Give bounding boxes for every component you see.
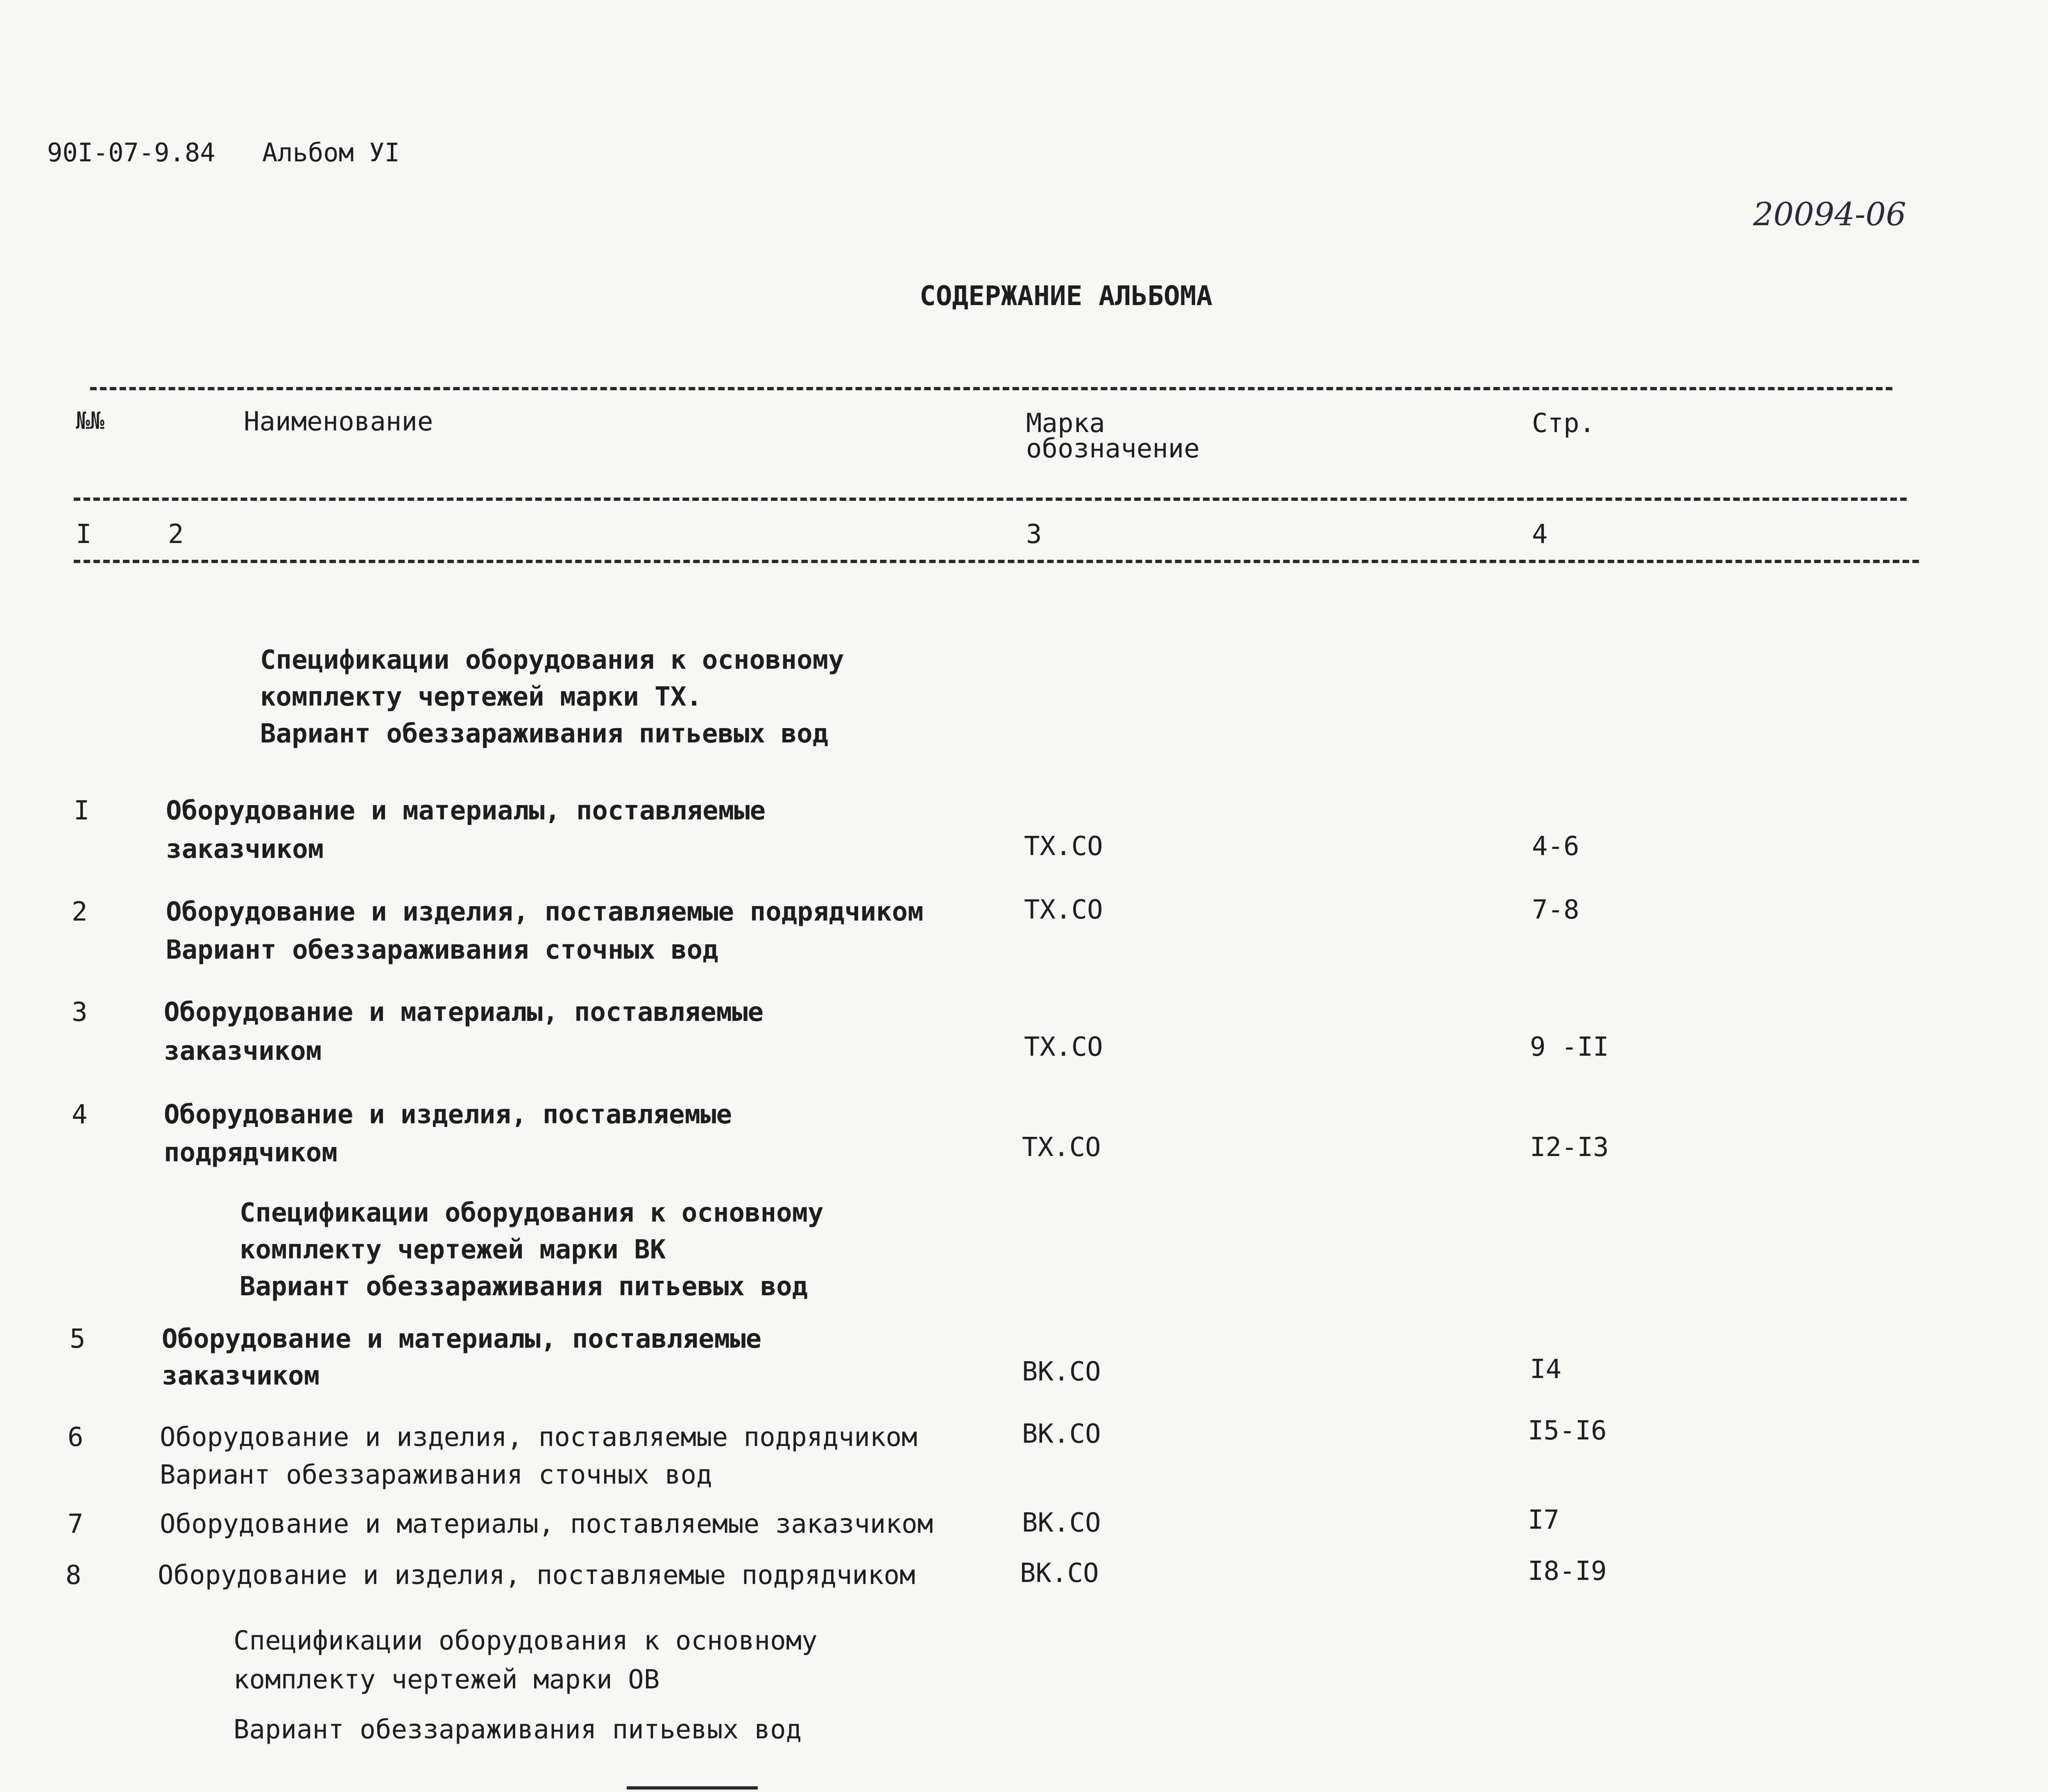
row-name-line2: заказчиком — [162, 1361, 320, 1391]
row-number: 5 — [70, 1324, 86, 1354]
row-name-line2: Вариант обеззараживания сточных вод — [166, 935, 718, 965]
column-header-mark-line1: Марка — [1026, 408, 1105, 439]
row-name-line1: Оборудование и материалы, поставляемые — [162, 1324, 762, 1354]
album-label: Альбом УI — [262, 138, 400, 167]
row-page: I8-I9 — [1528, 1556, 1607, 1586]
column-header-name: Наименование — [244, 407, 433, 437]
section-heading-line: комплекту чертежей марки ТХ. — [260, 682, 702, 712]
row-mark: ВК.СО — [1022, 1508, 1101, 1538]
section-heading-line: Вариант обеззараживания питьевых вод — [233, 1715, 802, 1745]
row-mark: ТХ.СО — [1024, 895, 1103, 925]
page-title: СОДЕРЖАНИЕ АЛЬБОМА — [920, 280, 1213, 312]
row-number: 8 — [66, 1560, 82, 1591]
section-heading-line: Вариант обеззараживания питьевых вод — [260, 719, 829, 749]
row-number: 3 — [72, 997, 88, 1027]
column-header-number: №№ — [76, 407, 104, 434]
section-heading-line: комплекту чертежей марки ВК — [240, 1235, 666, 1265]
row-mark: ТХ.СО — [1024, 1032, 1103, 1062]
row-page: I5-I6 — [1528, 1416, 1607, 1446]
row-name-line1: Оборудование и материалы, поставляемые — [164, 997, 764, 1027]
row-name-line1: Оборудование и изделия, поставляемые — [164, 1100, 732, 1130]
row-page: I2-I3 — [1530, 1132, 1609, 1163]
row-name-line1: Оборудование и изделия, поставляемые подрядчиком — [166, 897, 924, 927]
header-rule-top — [90, 387, 1892, 390]
column-number-3: 3 — [1026, 519, 1042, 550]
row-page: 4-6 — [1532, 831, 1579, 862]
row-name-line1: Оборудование и материалы, поставляемые — [166, 796, 766, 826]
row-page: 9 -II — [1530, 1032, 1609, 1062]
row-page: I4 — [1530, 1354, 1562, 1385]
document-code: 90I-07-9.84 — [47, 138, 215, 167]
row-name-line2: подрядчиком — [164, 1138, 338, 1168]
row-mark: ВК.СО — [1020, 1558, 1099, 1588]
row-name-line1: Оборудование и изделия, поставляемые подрядчиком — [158, 1560, 915, 1591]
row-page: 7-8 — [1532, 895, 1579, 925]
row-mark: ТХ.СО — [1024, 831, 1103, 862]
row-name-line2: заказчиком — [166, 834, 324, 864]
row-mark: ТХ.СО — [1022, 1132, 1101, 1163]
column-number-1: I — [76, 519, 92, 550]
section-heading-line: Спецификации оборудования к основному — [233, 1626, 818, 1656]
row-name-line2: заказчиком — [164, 1036, 322, 1066]
row-number: 7 — [68, 1509, 84, 1539]
column-header-mark-line2: обозначение — [1026, 434, 1200, 464]
column-number-4: 4 — [1532, 519, 1548, 550]
row-number: 2 — [72, 897, 88, 927]
row-name-line1: Оборудование и изделия, поставляемые подрядчиком — [160, 1422, 918, 1453]
row-mark: ВК.СО — [1022, 1357, 1101, 1387]
row-number: 4 — [72, 1100, 88, 1130]
handwritten-inventory-number: 20094-06 — [1753, 196, 1906, 233]
section-heading-line: комплекту чертежей марки ОВ — [233, 1665, 660, 1695]
row-number: I — [74, 796, 90, 826]
header-rule-bottom — [74, 560, 1919, 563]
row-mark: ВК.СО — [1022, 1419, 1101, 1449]
bottom-edge-mark — [627, 1786, 758, 1790]
row-name-line2: Вариант обеззараживания сточных вод — [160, 1460, 712, 1490]
section-heading-line: Вариант обеззараживания питьевых вод — [240, 1272, 808, 1302]
row-number: 6 — [68, 1422, 84, 1453]
header-rule-middle — [74, 498, 1907, 501]
column-number-2: 2 — [168, 519, 184, 550]
column-header-page: Стр. — [1532, 408, 1595, 439]
row-page: I7 — [1528, 1505, 1560, 1535]
section-heading-line: Спецификации оборудования к основному — [260, 645, 844, 675]
row-name-line1: Оборудование и материалы, поставляемые заказчиком — [160, 1509, 933, 1539]
section-heading-line: Спецификации оборудования к основному — [240, 1198, 824, 1228]
